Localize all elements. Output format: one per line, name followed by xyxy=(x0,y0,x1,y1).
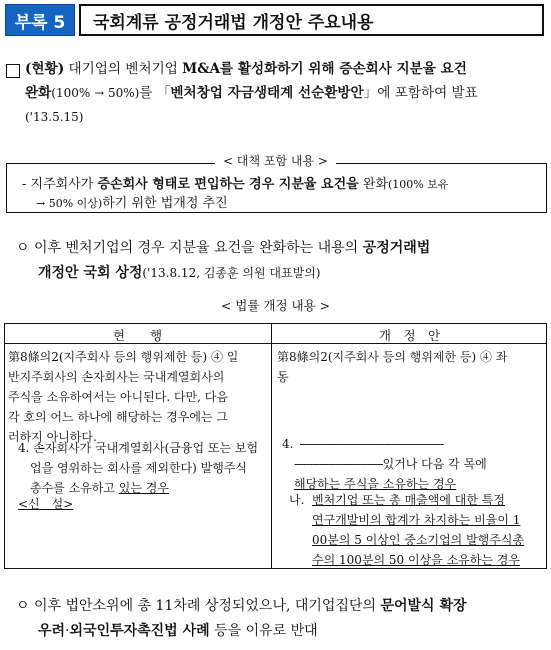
new-label-text: <신 설> xyxy=(18,497,74,511)
law-table-title: < 법률 개정 내용 > xyxy=(220,298,331,313)
item-b-number: 나. xyxy=(289,493,305,507)
policy-line1 xyxy=(22,175,542,195)
text-line: 총수를 소유하고 xyxy=(30,481,119,495)
para1-bold-easing: 완화 xyxy=(25,85,52,101)
current-article xyxy=(8,347,270,447)
para1-line1 xyxy=(25,57,550,81)
header-current: 현 행 xyxy=(112,328,163,343)
appendix-badge: 부록 5 xyxy=(5,4,75,36)
underlined-text: 연구개발비의 합계가 차지하는 비율이 1 xyxy=(312,513,521,527)
policy-ratio2: → 50% 이상) xyxy=(36,197,103,210)
para3-bold3: 외국인투자촉진법 사례 xyxy=(69,623,210,639)
status-label: (현황) xyxy=(25,61,65,77)
text-line: 第8條의2(지주회사 등의 행위제한 등) ④ 좌 xyxy=(277,350,508,364)
proposed-item-4 xyxy=(282,434,544,494)
policy-box-title-text: < 대책 포함 내용 > xyxy=(215,154,336,168)
para1-text2: 를 「 xyxy=(139,85,171,101)
policy-ratio: (100% 보유 xyxy=(387,178,449,191)
square-bullet-icon xyxy=(6,64,20,78)
new-provision-label xyxy=(18,494,73,514)
underlined-text: 수의 100분의 50 이상을 소유하는 경우 xyxy=(312,553,520,567)
para3-text2: 등을 이유로 반대 xyxy=(209,623,318,639)
underlined-text: 해당하는 주식을 소유하는 경우 xyxy=(294,477,457,491)
para2-bold2: 개정안 국회 상정 xyxy=(38,265,143,281)
para3-bold: 문어발식 확장 xyxy=(380,598,467,614)
current-item-4 xyxy=(18,438,270,498)
para3-text: 이후 법안소위에 총 11차례 상정되었으나, 대기업집단의 xyxy=(29,598,381,614)
circle-bullet-icon: ㅇ xyxy=(16,598,30,614)
policy-text: - 지주회사가 xyxy=(22,177,98,192)
policy-text3: 하기 위한 법개정 추진 xyxy=(102,196,228,211)
para2-date: ('13.8.12, 김종훈 의원 대표발의) xyxy=(142,266,321,280)
para3-line1 xyxy=(16,593,550,619)
underlined-text: 벤처기업 또는 총 매출액에 대한 특정 xyxy=(312,493,505,507)
para1-plan-name: 벤처창업 자금생태계 선순환방안 xyxy=(170,85,364,101)
middle-dot: · xyxy=(65,623,70,639)
policy-text2: 완화 xyxy=(358,177,388,192)
header-proposed: 개 정 안 xyxy=(378,328,441,343)
text-line: 있거나 다음 각 목에 xyxy=(382,457,487,471)
para1-date: ('13.5.15) xyxy=(25,110,84,124)
para1-line2 xyxy=(25,81,550,105)
para3-line2 xyxy=(38,618,550,644)
proposed-article xyxy=(277,347,545,387)
page-title: 국회계류 공정거래법 개정안 주요내용 xyxy=(79,4,544,36)
para1-text: 대기업의 벤처기업 xyxy=(64,61,183,77)
omitted-text: ----------------------------- xyxy=(294,457,383,471)
item-number: 4. xyxy=(282,437,294,451)
underlined-text: 00분의 5 이상인 중소기업의 발행주식총 xyxy=(312,533,525,547)
policy-box-title xyxy=(0,152,551,169)
text-line: 업을 영위하는 회사를 제외한다) 발행주식 xyxy=(30,461,248,475)
text-line: 주식을 소유하여서는 아니된다. 다만, 다음 xyxy=(8,390,228,404)
column-divider xyxy=(271,323,272,569)
underlined-text: 있는 경우 xyxy=(118,481,169,495)
policy-bold: 증손회사 형태로 편입하는 경우 지분율 요건을 xyxy=(97,177,359,192)
policy-line2 xyxy=(36,194,536,214)
para2-bold: 공정거래법 xyxy=(362,240,431,256)
circle-bullet-icon: ㅇ xyxy=(16,240,30,256)
proposed-item-b xyxy=(312,490,546,570)
para3-bold2: 우려 xyxy=(38,623,66,639)
para1-text3: 」에 포함하여 발표 xyxy=(363,85,478,101)
text-line: 러하지 아니하다. xyxy=(8,430,97,444)
omitted-text: ----------------------------------------------- xyxy=(299,437,444,451)
text-line: 각 호의 어느 하나에 해당하는 경우에는 그 xyxy=(8,410,228,424)
text-line: 第8條의2(지주회사 등의 행위제한 등) ④ 일 xyxy=(8,350,239,364)
para1-bold: M&A를 활성화하기 위해 증손회사 지분율 요건 xyxy=(182,61,467,77)
para2-text: 이후 벤처기업의 경우 지분율 요건을 완화하는 내용의 xyxy=(29,240,363,256)
text-line: 반지주회사의 손자회사는 국내계열회사의 xyxy=(8,370,225,384)
para1-ratio: (100% → 50%) xyxy=(51,86,140,100)
text-line: 동 xyxy=(277,370,289,384)
para2-line2 xyxy=(38,261,548,285)
text-line: 4. 손자회사가 국내계열회사(금융업 또는 보험 xyxy=(18,441,259,455)
para2-line1 xyxy=(16,236,548,260)
